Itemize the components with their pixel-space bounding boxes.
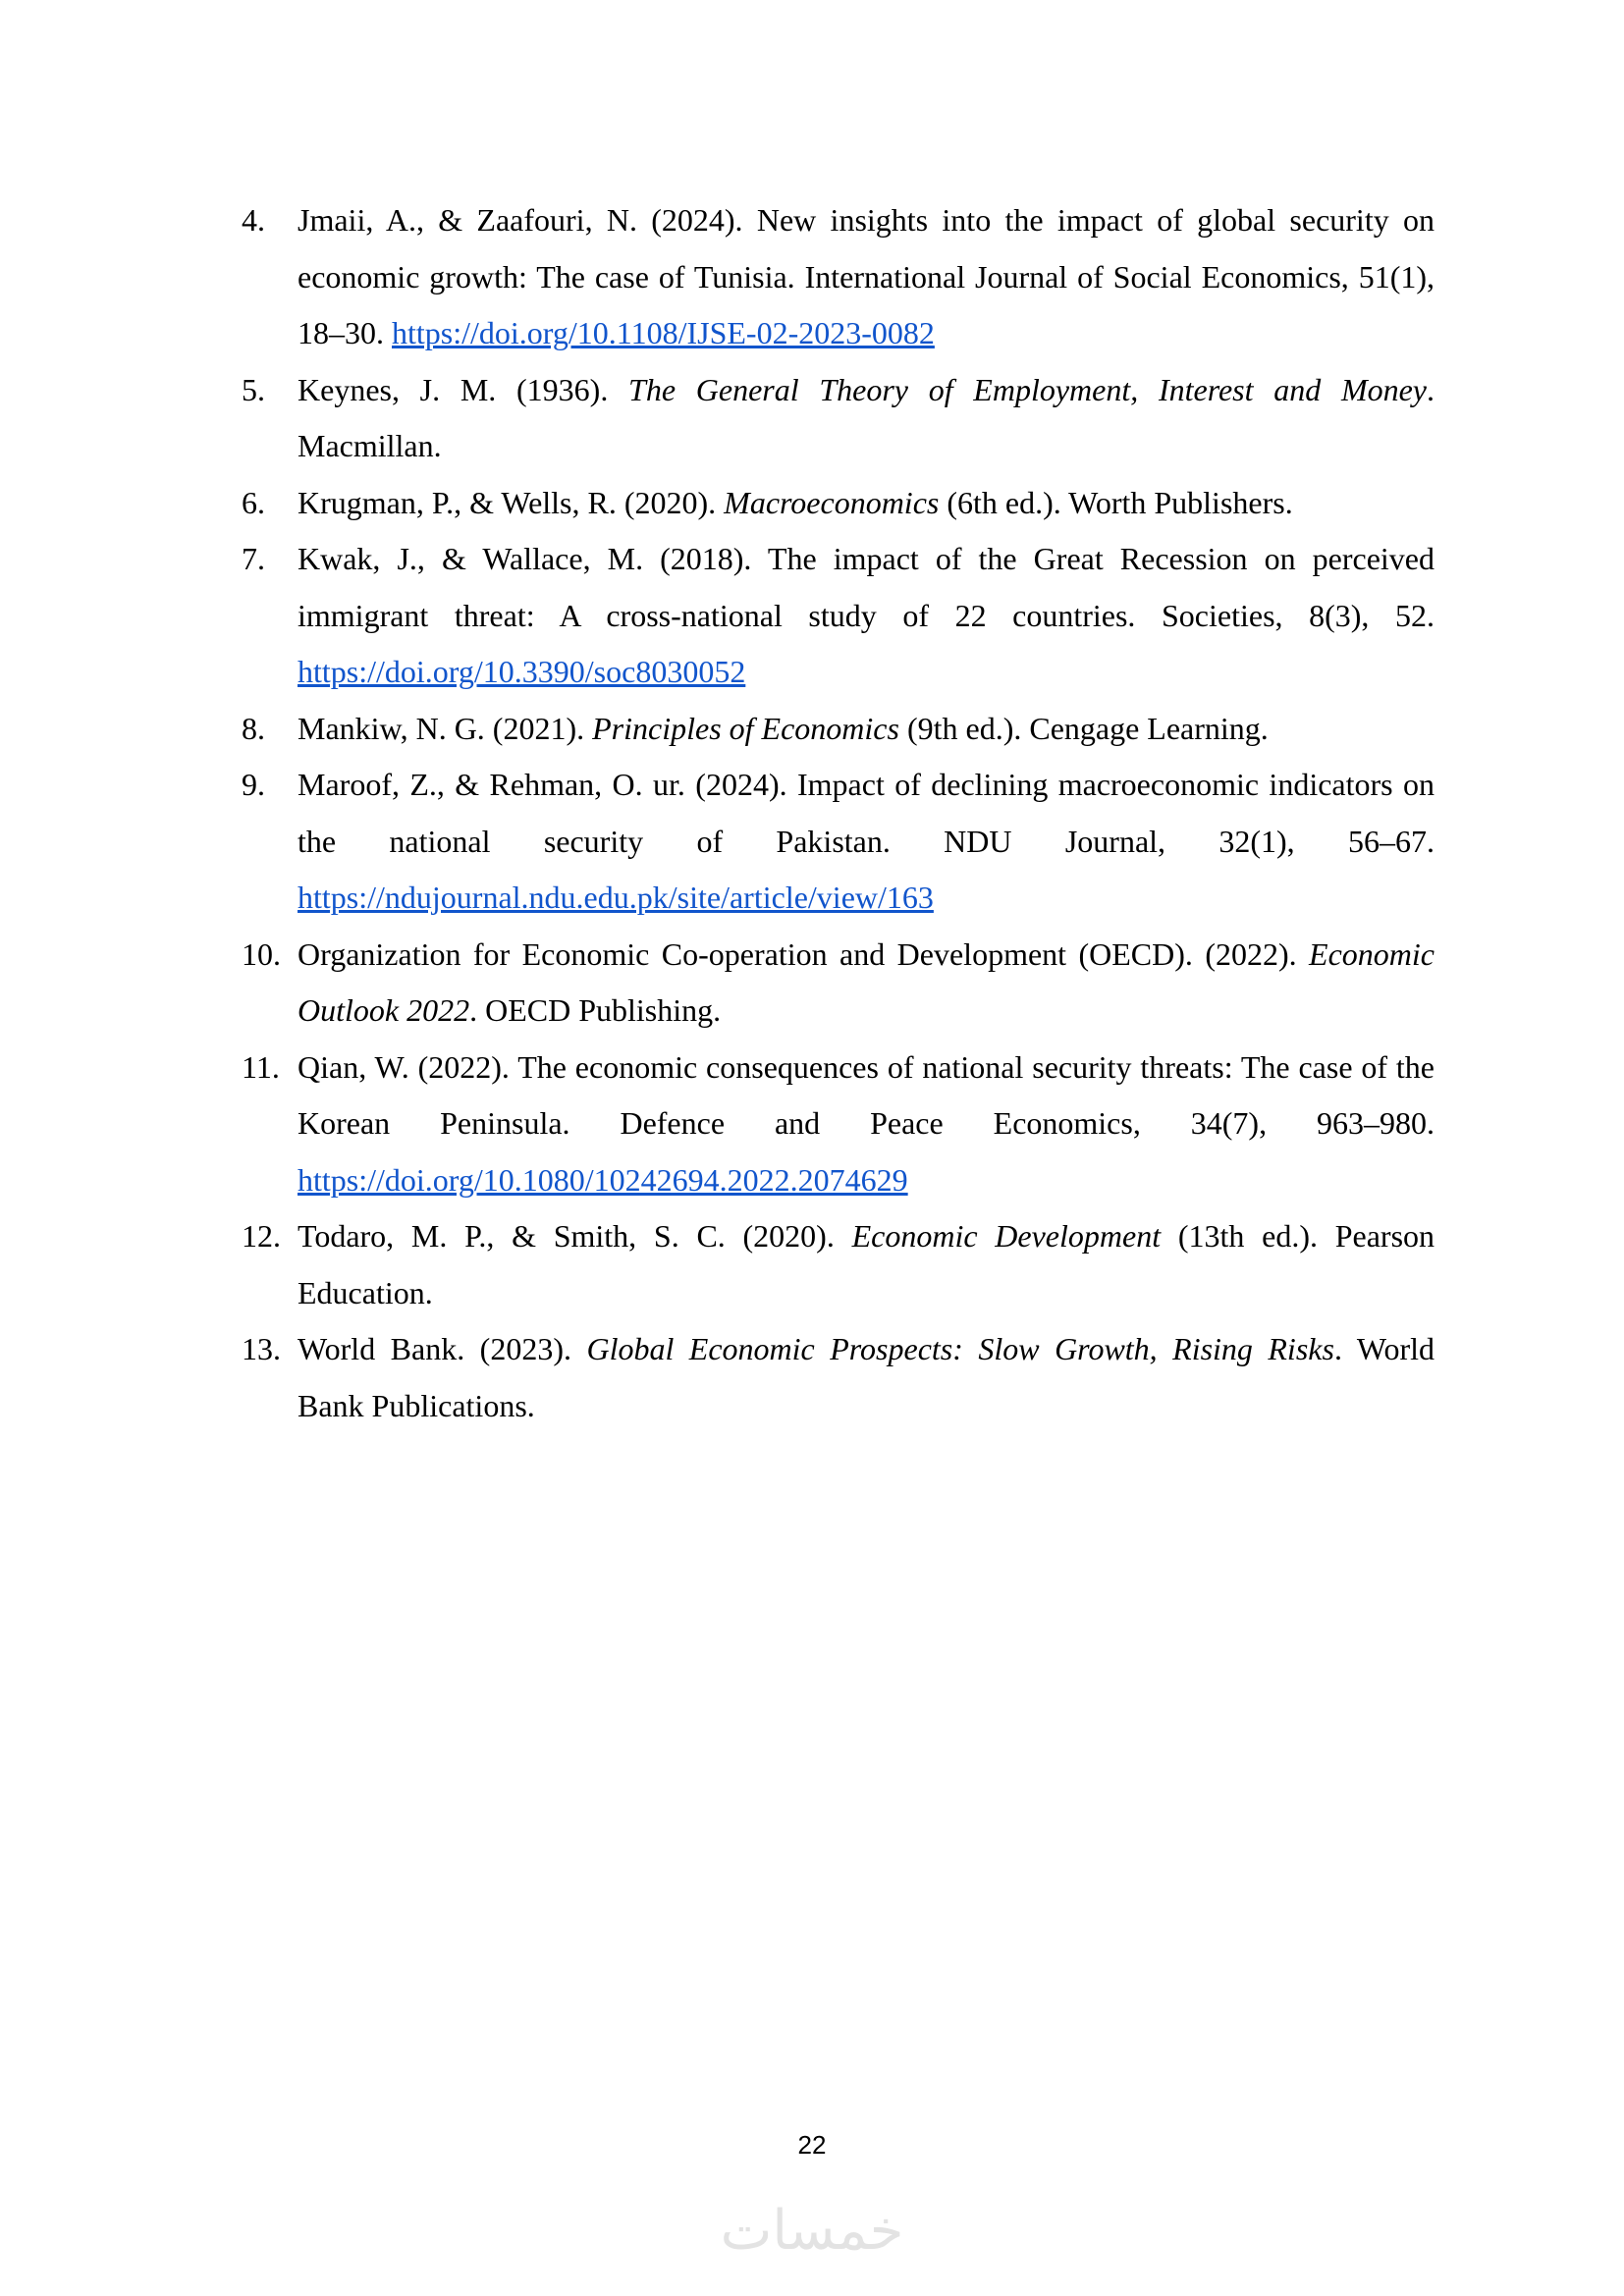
reference-item bbox=[242, 192, 1435, 362]
reference-text: Keynes, J. M. (1936). bbox=[298, 371, 629, 407]
reference-number: 13. bbox=[242, 1331, 281, 1366]
reference-item bbox=[242, 1040, 1435, 1209]
reference-text-end: . Macmillan. bbox=[298, 371, 1435, 463]
reference-number: 10. bbox=[242, 935, 281, 972]
reference-text: Mankiw, N. G. (2021). bbox=[298, 710, 593, 746]
reference-title: Economic Development bbox=[851, 1218, 1162, 1254]
reference-number: 11. bbox=[242, 1048, 280, 1085]
reference-item bbox=[242, 1208, 1435, 1321]
reference-item bbox=[242, 362, 1435, 475]
reference-text: Organization for Economic Co-operation and Development (OECD). (2022). bbox=[298, 935, 1310, 972]
reference-link[interactable]: https://doi.org/10.3390/soc8030052 bbox=[298, 654, 746, 689]
reference-item bbox=[242, 701, 1435, 758]
reference-text-end: . World Bank Publications. bbox=[298, 1331, 1435, 1423]
reference-title: Principles of Economics bbox=[592, 710, 899, 746]
page-number: 22 bbox=[797, 2130, 827, 2160]
reference-number: 5. bbox=[242, 371, 265, 407]
reference-text-end: . OECD Publishing. bbox=[469, 992, 722, 1028]
reference-number: 7. bbox=[242, 541, 265, 576]
reference-number: 4. bbox=[242, 202, 265, 238]
reference-title: Global Economic Prospects: Slow Growth, Rising Risks bbox=[586, 1331, 1334, 1366]
reference-item bbox=[242, 475, 1435, 532]
reference-text: World Bank. (2023). bbox=[298, 1331, 587, 1366]
reference-text: Kwak, J., & Wallace, M. (2018). The impact of the Great Recession on perceived immigrant threat: A cross-national study of 22 countries. Societies, 8(3), 52. bbox=[298, 541, 1435, 633]
reference-item bbox=[242, 927, 1435, 1040]
reference-number: 6. bbox=[242, 484, 265, 520]
reference-title: Economic Outlook 2022 bbox=[298, 935, 1435, 1028]
reference-link[interactable]: https://ndujournal.ndu.edu.pk/site/article/view/163 bbox=[298, 880, 934, 915]
reference-list bbox=[242, 192, 1435, 1434]
reference-text: Todaro, M. P., & Smith, S. C. (2020). bbox=[298, 1218, 852, 1254]
reference-item bbox=[242, 531, 1435, 701]
reference-text-end: (13th ed.). Pearson Education. bbox=[298, 1218, 1435, 1310]
reference-text: Krugman, P., & Wells, R. (2020). bbox=[298, 484, 725, 520]
reference-text: Maroof, Z., & Rehman, O. ur. (2024). Impact of declining macroeconomic indicators on the national security of Pakistan. NDU Journal, 32(1), 56–67. bbox=[298, 767, 1435, 859]
reference-text: Qian, W. (2022). The economic consequences of national security threats: The case of the Korean Peninsula. Defence and Peace Economics, 34(7), 963–980. bbox=[298, 1048, 1435, 1141]
reference-link[interactable]: https://doi.org/10.1080/10242694.2022.2074629 bbox=[298, 1161, 908, 1198]
watermark-logo: خمسات bbox=[720, 2199, 904, 2263]
reference-text-end: (6th ed.). Worth Publishers. bbox=[939, 484, 1293, 520]
reference-number: 9. bbox=[242, 767, 265, 802]
reference-item bbox=[242, 1321, 1435, 1434]
reference-text: Jmaii, A., & Zaafouri, N. (2024). New insights into the impact of global security on economic growth: The case of Tunisia. International Journal of Social Economics, 51(1), 18–30. bbox=[298, 202, 1435, 350]
reference-title: Macroeconomics bbox=[724, 484, 940, 520]
reference-text-end: (9th ed.). Cengage Learning. bbox=[898, 710, 1269, 746]
reference-number: 12. bbox=[242, 1218, 281, 1254]
reference-link[interactable]: https://doi.org/10.1108/IJSE-02-2023-0082 bbox=[392, 315, 935, 350]
reference-item bbox=[242, 757, 1435, 927]
reference-title: The General Theory of Employment, Interest and Money bbox=[628, 371, 1428, 407]
reference-number: 8. bbox=[242, 710, 265, 746]
